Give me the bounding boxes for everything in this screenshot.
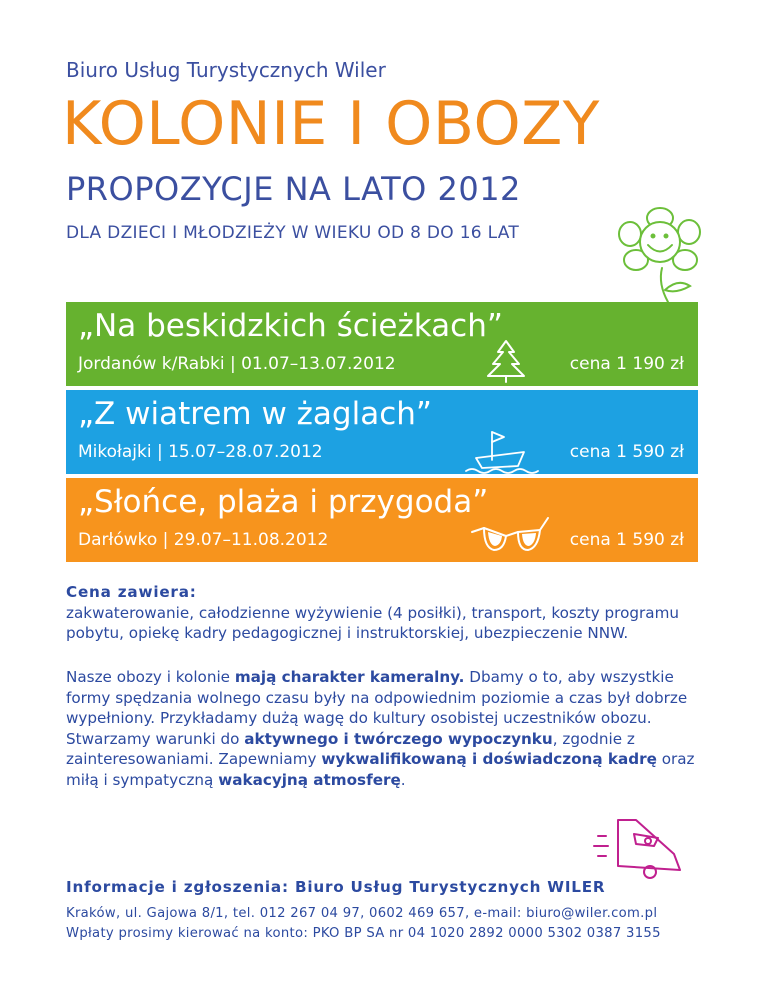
offer-place-dates: Jordanów k/Rabki | 01.07–13.07.2012 <box>78 354 396 374</box>
description-text: Dbamy o to, aby wszystkie formy spędzania wolnego czasu były na odpowiednim poziomie a czas był dobrze wypełniony. Przykładamy dużą wagę do kultury osobistej uczestników obozu. Stwarzamy warunki do <box>66 668 688 748</box>
description-highlight: aktywnego i twórczego wypoczynku <box>244 729 553 748</box>
description-text: Nasze obozy i kolonie <box>66 668 235 686</box>
description-highlight: wykwalifikowaną i doświadczoną kadrę <box>321 750 657 768</box>
agency-name: Biuro Usług Turystycznych Wiler <box>66 58 386 82</box>
contact-address: Kraków, ul. Gajowa 8/1, tel. 012 267 04 97, 0602 469 657, e-mail: biuro@wiler.com.pl <box>66 906 658 921</box>
contact-heading: Informacje i zgłoszenia: Biuro Usług Turystycznych WILER <box>66 878 606 896</box>
description-text: oraz miłą i sympatyczną <box>66 750 695 789</box>
offer-price: cena 1 590 zł <box>569 530 684 550</box>
description-highlight: mają charakter kameralny. <box>234 668 465 686</box>
includes-text: zakwaterowanie, całodzienne wyżywienie (4 posiłki), transport, koszty programu pobytu, opiekę kadry pedagogicznej i instruktorskiej, ubezpieczenie NNW. <box>66 603 679 642</box>
offer-price: cena 1 590 zł <box>569 442 684 462</box>
page-subtitle: PROPOZYCJE NA LATO 2012 <box>66 170 521 208</box>
sunglasses-icon <box>470 514 550 558</box>
offer-name: „Na beskidzkich ścieżkach” <box>78 308 503 344</box>
offer-price: cena 1 190 zł <box>569 354 684 374</box>
price-includes <box>66 582 706 644</box>
smiling-flower-icon <box>612 206 708 306</box>
bank-account: Wpłaty prosimy kierować na konto: PKO BP SA nr 04 1020 2892 0000 5302 0387 3155 <box>66 926 661 941</box>
description-text: . <box>400 770 406 789</box>
offer-band-mikolajki <box>66 390 698 474</box>
description-highlight: wakacyjną atmosferę <box>218 770 401 789</box>
includes-heading: Cena zawiera: <box>66 583 197 601</box>
description-text: , zgodnie z zainteresowaniami. Zapewniamy <box>66 729 635 768</box>
sailboat-icon <box>462 428 542 474</box>
offer-place-dates: Mikołajki | 15.07–28.07.2012 <box>78 442 323 462</box>
offer-band-darlowko <box>66 478 698 562</box>
description-paragraph <box>66 667 706 790</box>
page-title: KOLONIE I OBOZY <box>62 89 600 159</box>
audience-line: DLA DZIECI I MŁODZIEŻY W WIEKU OD 8 DO 16 LAT <box>66 223 520 243</box>
offer-place-dates: Darłówko | 29.07–11.08.2012 <box>78 530 329 550</box>
offer-name: „Słońce, plaża i przygoda” <box>78 484 489 520</box>
tree-icon <box>484 338 528 384</box>
offer-name: „Z wiatrem w żaglach” <box>78 396 432 432</box>
offer-band-beskidy <box>66 302 698 386</box>
